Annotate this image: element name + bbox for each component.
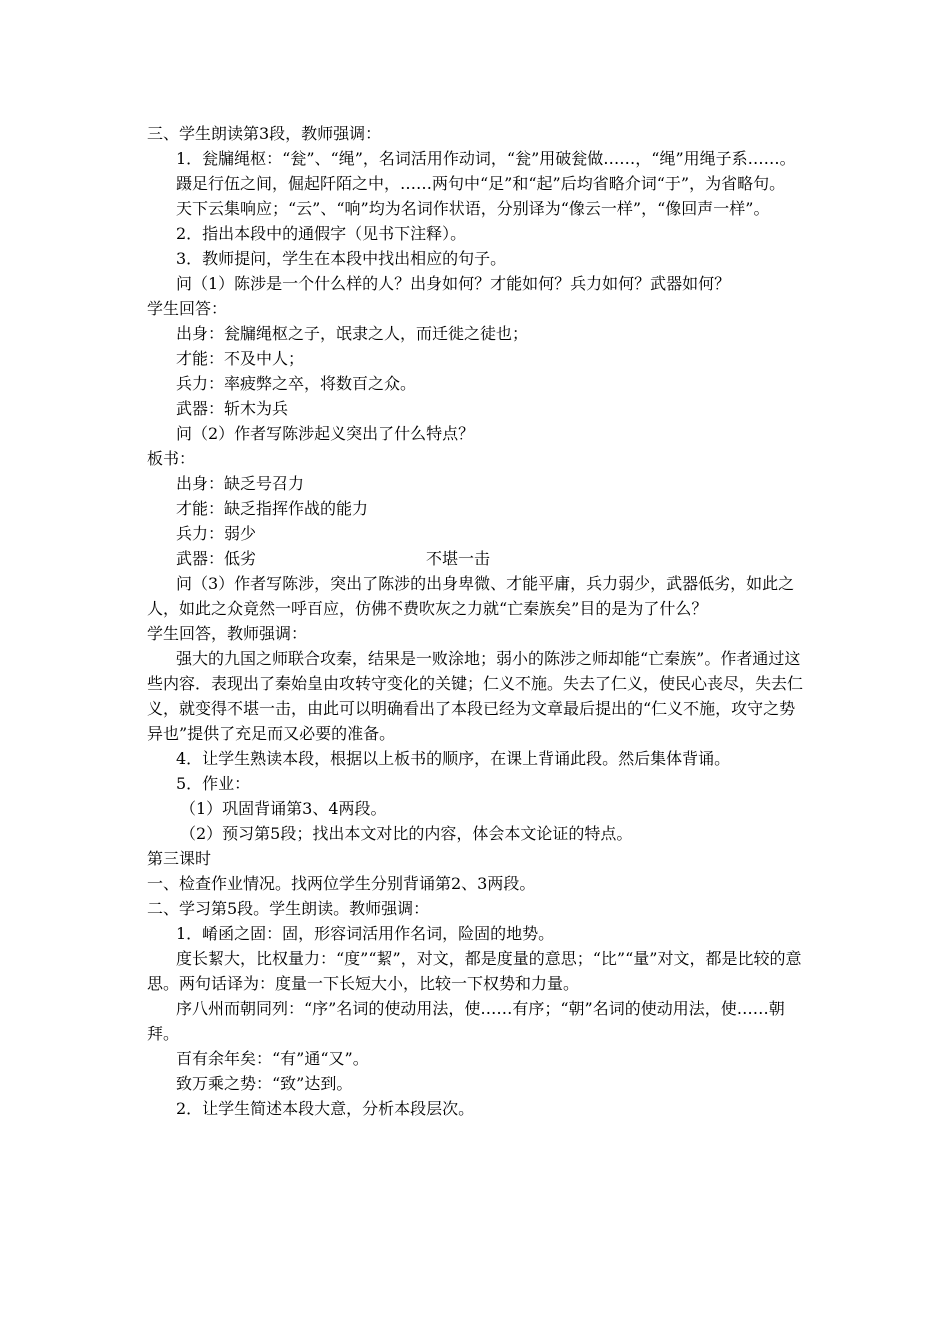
section-heading: 一、检查作业情况。找两位学生分别背诵第2、3两段。	[147, 874, 536, 893]
homework-item: （1）巩固背诵第3、4两段。	[180, 799, 387, 818]
paragraph: 1．瓮牖绳枢：“瓮”、“绳”，名词活用作动词，“瓮”用破瓮做……，“绳”用绳子系……。	[176, 149, 796, 168]
paragraph: 3．教师提问，学生在本段中找出相应的句子。	[176, 249, 507, 268]
paragraph: 5．作业：	[176, 774, 251, 793]
paragraph: 1．崤函之固：固，形容词活用作名词，险固的地势。	[176, 924, 555, 943]
paragraph: 度长絜大，比权量力：“度”“絜”，对文，都是度量的意思；“比”“量”对文，都是比较的意思。两句话译为：度量一下长短大小，比较一下权势和力量。	[147, 949, 802, 993]
answer-line: 才能：不及中人；	[176, 349, 305, 368]
answer-line: 兵力：率疲弊之卒，将数百之众。	[176, 374, 417, 393]
paragraph: 致万乘之势：“致”达到。	[176, 1074, 353, 1093]
document-body	[147, 121, 807, 1121]
section-heading: 二、学习第5段。学生朗读。教师强调：	[147, 899, 430, 918]
board-line: 兵力：弱少	[176, 524, 257, 543]
answer-line: 武器：斩木为兵	[176, 399, 289, 418]
label: 学生回答，教师强调：	[147, 624, 308, 643]
board-line: 出身：缺乏号召力	[176, 474, 305, 493]
section-heading-3: 三、学生朗读第3段，教师强调：	[147, 124, 382, 143]
paragraph: 4．让学生熟读本段，根据以上板书的顺序，在课上背诵此段。然后集体背诵。	[176, 749, 731, 768]
paragraph: 2．指出本段中的通假字（见书下注释）。	[176, 224, 467, 243]
label: 板书：	[147, 449, 196, 468]
homework-item: （2）预习第5段；找出本文对比的内容，体会本文论证的特点。	[180, 824, 633, 843]
paragraph: 强大的九国之师联合攻秦，结果是一败涂地；弱小的陈涉之师却能“亡秦族”。作者通过这些内容．表现出了秦始皇由攻转守变化的关键；仁义不施。失去了仁义，使民心丧尽，失去仁义，就变得不堪一击，由此可以明确看出了本段已经为文章最后提出的“仁义不施，攻守之势异也”提供了充足而又必要的准备。	[147, 649, 804, 743]
paragraph: 天下云集响应；“云”、“响”均为名词作状语，分别译为“像云一样”，“像回声一样”。	[176, 199, 770, 218]
lesson-heading: 第三课时	[147, 849, 212, 868]
label: 学生回答：	[147, 299, 228, 318]
paragraph: 2．让学生简述本段大意，分析本段层次。	[176, 1099, 475, 1118]
answer-line: 出身：瓮牖绳枢之子，氓隶之人，而迁徙之徒也；	[176, 324, 529, 343]
question: 问（1）陈涉是一个什么样的人？出身如何？才能如何？兵力如何？武器如何？	[176, 274, 731, 293]
paragraph: 蹑足行伍之间，倔起阡陌之中，……两句中“足”和“起”后均省略介词“于”，为省略句。	[176, 174, 786, 193]
board-item: 武器：低劣	[176, 549, 257, 568]
paragraph: 百有余年矣：“有”通“又”。	[176, 1049, 369, 1068]
paragraph: 序八州而朝同列：“序”名词的使动用法，使……有序；“朝”名词的使动用法，使……朝拜。	[147, 999, 785, 1043]
board-line	[147, 546, 807, 571]
board-summary: 不堪一击	[426, 549, 491, 568]
question: 问（2）作者写陈涉起义突出了什么特点？	[176, 424, 475, 443]
board-line: 才能：缺乏指挥作战的能力	[176, 499, 369, 518]
question: 问（3）作者写陈涉，突出了陈涉的出身卑微、才能平庸，兵力弱少，武器低劣，如此之人，如此之众竟然一呼百应，仿佛不费吹灰之力就“亡秦族矣”目的是为了什么？	[147, 574, 795, 618]
